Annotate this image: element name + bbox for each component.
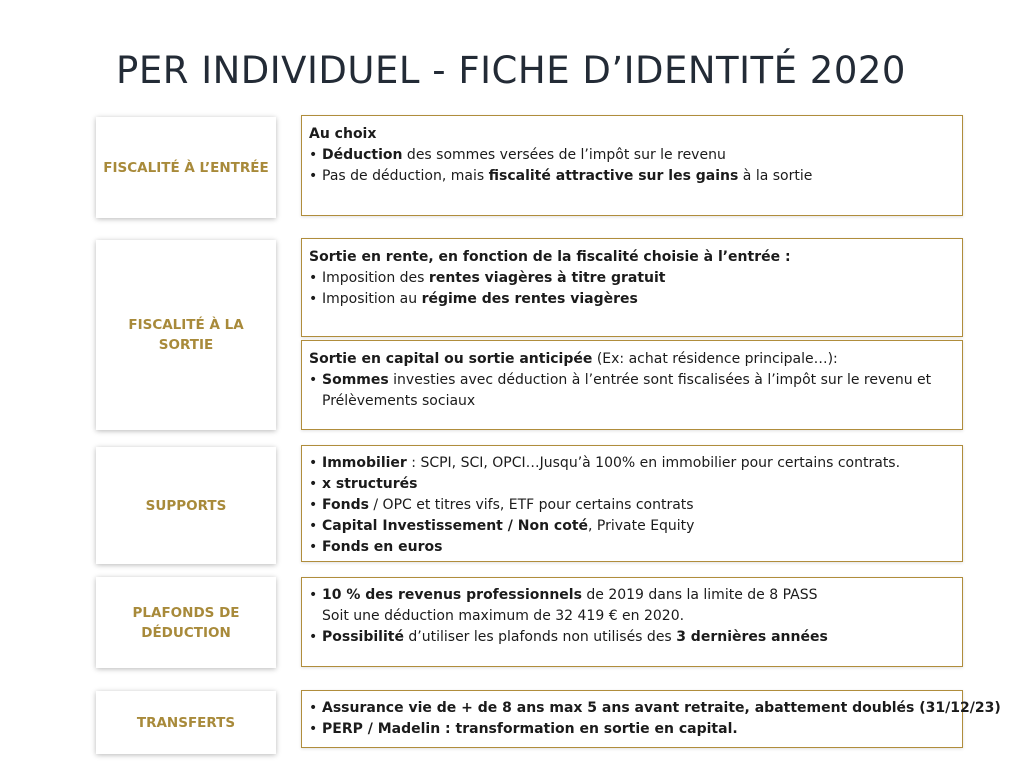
content-transferts — [301, 690, 1001, 748]
text: investies avec déduction à l’entrée sont fiscalisées à l’impôt sur le revenu et Prélèvements sociaux — [322, 372, 932, 409]
text: à la sortie — [738, 168, 813, 184]
list-item — [309, 698, 1001, 719]
label-line: PLAFONDS DE — [132, 604, 240, 621]
bold-text: x structurés — [322, 476, 418, 492]
list-item — [309, 268, 950, 289]
content-sortie-rente — [301, 238, 963, 337]
bold-text: PERP / Madelin : transformation en sortie en capital. — [322, 721, 738, 737]
label-plafonds-deduction — [96, 577, 276, 668]
text: (Ex: achat résidence principale…): — [592, 351, 838, 367]
bold-text: Capital Investissement / Non coté — [322, 518, 589, 534]
rente-head: Sortie en rente, en fonction de la fiscalité choisie à l’entrée : — [309, 249, 791, 265]
list-item — [309, 495, 950, 516]
rente-list — [309, 268, 950, 310]
content-fiscalite-entree — [301, 115, 963, 216]
bold-text: 10 % des revenus professionnels — [322, 587, 582, 603]
bold-text: Assurance vie de + de 8 ans max 5 ans avant retraite, abattement doublés (31/12/23) — [322, 700, 1001, 716]
entree-head: Au choix — [309, 126, 377, 142]
label-text — [133, 603, 240, 643]
bold-text: Immobilier — [322, 455, 407, 471]
bold-text: fiscalité attractive sur les gains — [488, 168, 739, 184]
list-item — [309, 289, 950, 310]
entree-list — [309, 145, 950, 187]
content-plafonds — [301, 577, 963, 667]
list-item — [309, 453, 950, 474]
bold-text: Sommes — [322, 372, 389, 388]
text: d’utiliser les plafonds non utilisés des — [403, 629, 677, 645]
list-item — [309, 516, 950, 537]
label-fiscalite-entree — [96, 117, 276, 218]
text: : SCPI, SCI, OPCI…Jusqu’à 100% en immobilier pour certains contrats. — [406, 455, 901, 471]
text: , Private Equity — [588, 518, 695, 534]
capital-list — [309, 370, 950, 412]
bold-text: Fonds — [322, 497, 369, 513]
text: / OPC et titres vifs, ETF pour certains contrats — [368, 497, 694, 513]
list-item — [309, 627, 950, 648]
label-transferts — [96, 691, 276, 754]
text: des sommes versées de l’impôt sur le revenu — [402, 147, 726, 163]
label-supports — [96, 447, 276, 564]
bold-text: Déduction — [322, 147, 403, 163]
bold-text: Possibilité — [322, 629, 404, 645]
list-item — [309, 166, 950, 187]
bold-text: régime des rentes viagères — [421, 291, 638, 307]
label-text: FISCALITÉ À LA SORTIE — [128, 317, 244, 353]
label-line: DÉDUCTION — [141, 624, 231, 641]
plafonds-list — [309, 585, 950, 648]
list-item — [309, 719, 950, 740]
text: de 2019 dans la limite de 8 PASS — [581, 587, 818, 603]
label-fiscalite-sortie — [96, 240, 276, 430]
list-item — [309, 537, 950, 558]
page-title: PER INDIVIDUEL - FICHE D’IDENTITÉ 2020 — [116, 48, 906, 92]
bold-text: rentes viagères à titre gratuit — [428, 270, 666, 286]
transferts-list — [309, 698, 1001, 740]
list-item — [309, 370, 950, 412]
list-item — [309, 585, 950, 627]
text: Soit une déduction maximum de 32 419 € en 2020. — [322, 608, 685, 624]
capital-head — [309, 349, 950, 370]
bold-text: Sortie en capital ou sortie anticipée — [309, 351, 593, 367]
content-supports — [301, 445, 963, 562]
text: Pas de déduction, mais — [322, 168, 489, 184]
supports-list — [309, 453, 950, 558]
text: Imposition au — [322, 291, 422, 307]
bold-text: 3 dernières années — [676, 629, 828, 645]
text: Imposition des — [322, 270, 429, 286]
label-text: FISCALITÉ À L’ENTRÉE — [103, 159, 269, 176]
list-item — [309, 474, 950, 495]
list-item — [309, 145, 950, 166]
label-text: SUPPORTS — [145, 497, 227, 514]
bold-text: Fonds en euros — [322, 539, 443, 555]
content-sortie-capital — [301, 340, 963, 430]
label-text: TRANSFERTS — [136, 714, 236, 731]
